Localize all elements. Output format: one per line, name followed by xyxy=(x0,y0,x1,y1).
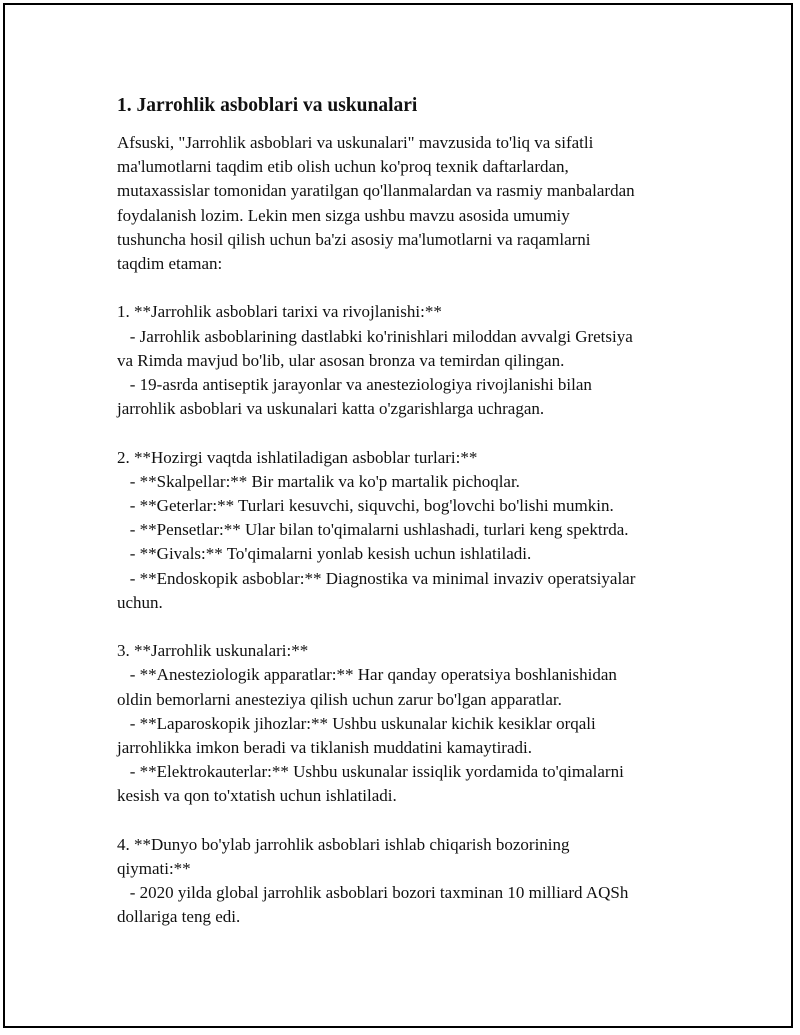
section-line: va Rimda mavjud bo'lib, ular asosan bronza va temirdan qilingan. xyxy=(117,350,565,370)
section-line: - **Endoskopik asboblar:** Diagnostika va minimal invaziv operatsiyalar xyxy=(117,568,636,588)
section-line: - **Skalpellar:** Bir martalik va ko'p martalik pichoqlar. xyxy=(117,471,520,491)
section-line: - **Geterlar:** Turlari kesuvchi, siquvchi, bog'lovchi bo'lishi mumkin. xyxy=(117,496,614,516)
section-line: qiymati:** xyxy=(117,859,191,879)
document-body xyxy=(117,93,697,954)
section-equipment xyxy=(117,639,697,808)
section-heading: 3. **Jarrohlik uskunalari:** xyxy=(117,641,309,661)
section-line: uchun. xyxy=(117,592,163,612)
intro-line: mutaxassislar tomonidan yaratilgan qo'llanmalardan va rasmiy manbalardan xyxy=(117,181,635,201)
section-heading: 4. **Dunyo bo'ylab jarrohlik asboblari ishlab chiqarish bozorining xyxy=(117,834,570,854)
section-line: kesish va qon to'xtatish uchun ishlatiladi. xyxy=(117,786,397,806)
section-line: jarrohlik asboblari va uskunalari katta o'zgarishlarga uchragan. xyxy=(117,399,545,419)
section-line: jarrohlikka imkon beradi va tiklanish muddatini kamaytiradi. xyxy=(117,738,532,758)
document-title: 1. Jarrohlik asboblari va uskunalari xyxy=(117,95,418,116)
section-line: - **Elektrokauterlar:** Ushbu uskunalar issiqlik yordamida to'qimalarni xyxy=(117,762,624,782)
intro-line: taqdim etaman: xyxy=(117,254,223,274)
section-line: - Jarrohlik asboblarining dastlabki ko'rinishlari miloddan avvalgi Gretsiya xyxy=(117,326,633,346)
section-heading: 2. **Hozirgi vaqtda ishlatiladigan asboblar turlari:** xyxy=(117,447,478,467)
intro-line: tushuncha hosil qilish uchun ba'zi asosiy ma'lumotlarni va raqamlarni xyxy=(117,229,591,249)
section-tool-types xyxy=(117,446,697,615)
section-line: dollariga teng edi. xyxy=(117,907,241,927)
section-line: - 19-asrda antiseptik jarayonlar va anesteziologiya rivojlanishi bilan xyxy=(117,375,592,395)
section-line: - **Givals:** To'qimalarni yonlab kesish uchun ishlatiladi. xyxy=(117,544,532,564)
intro-line: foydalanish lozim. Lekin men sizga ushbu mavzu asosida umumiy xyxy=(117,205,570,225)
section-history xyxy=(117,300,697,421)
section-line: - 2020 yilda global jarrohlik asboblari bozori taxminan 10 milliard AQSh xyxy=(117,883,629,903)
section-line: - **Anesteziologik apparatlar:** Har qanday operatsiya boshlanishidan xyxy=(117,665,617,685)
section-line: - **Pensetlar:** Ular bilan to'qimalarni ushlashadi, turlari keng spektrda. xyxy=(117,520,629,540)
intro-line: Afsuski, "Jarrohlik asboblari va uskunalari" mavzusida to'liq va sifatli xyxy=(117,133,594,152)
section-heading: 1. **Jarrohlik asboblari tarixi va rivojlanishi:** xyxy=(117,302,442,322)
section-market-value xyxy=(117,833,697,930)
section-line: oldin bemorlarni anesteziya qilish uchun zarur bo'lgan apparatlar. xyxy=(117,689,562,709)
intro-paragraph xyxy=(117,131,697,276)
section-line: - **Laparoskopik jihozlar:** Ushbu uskunalar kichik kesiklar orqali xyxy=(117,713,596,733)
intro-line: ma'lumotlarni taqdim etib olish uchun ko'proq texnik daftarlardan, xyxy=(117,157,569,177)
